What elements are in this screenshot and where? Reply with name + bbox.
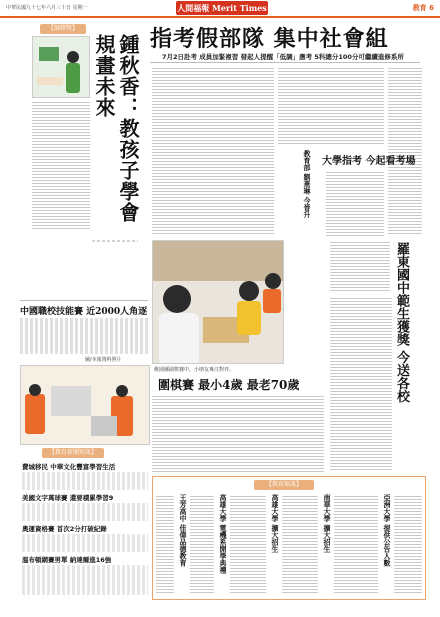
- teacher-feature-tag: 【師鐸獎】: [40, 24, 86, 34]
- main-headline: 指考假部隊 集中社會組: [150, 26, 389, 52]
- date-line: 中華民國九十七年六月三十日 星期一: [6, 5, 88, 11]
- bottom-story-body-text: [230, 494, 266, 594]
- bottom-story-body-text: [394, 494, 422, 594]
- right-story-body-text: [330, 240, 390, 292]
- brief-title: 溫布頓網賽男單 納達爾進16強: [22, 556, 112, 564]
- brief-title: 費城移民 中華文化豐富學習生活: [22, 463, 116, 471]
- right-story-body-text: [330, 296, 392, 472]
- skills-photo: [20, 365, 150, 445]
- brief-body-text: [22, 534, 148, 552]
- main-story-body-text: [152, 66, 274, 236]
- bottom-story-headline: 南華大學 擴大招生: [323, 494, 332, 553]
- go-story-headline: 圍棋賽 最小4歲 最老70歲: [158, 378, 300, 392]
- main-story-body-text: [326, 170, 384, 236]
- go-story-body-text: [152, 394, 324, 472]
- bottom-story-body-text: [190, 494, 214, 594]
- brief-title: 奧運資格賽 首次2分打破紀錄: [22, 525, 107, 533]
- masthead: [0, 0, 440, 18]
- bottom-story-headline: 亞洲大學 提供公告人數: [383, 494, 392, 567]
- bottom-story-body-text: [156, 494, 174, 594]
- right-story-headline: 羅東國中範生獲獎 今送各校: [394, 242, 409, 403]
- newspaper-logo: 人間福報 Merit Times: [177, 3, 267, 13]
- skills-story-headline: 中國職校技能賽 近2000人角逐: [20, 307, 148, 317]
- skills-story-body-text: [20, 318, 148, 354]
- teacher-feature-headline: 鍾秋香：教孩子學會規畫未來: [92, 34, 140, 223]
- skills-photo-caption: 圖/本報資料照片: [85, 357, 122, 363]
- brief-body-text: [22, 565, 148, 595]
- brief-body-text: [22, 472, 148, 490]
- teacher-feature-body-text: [32, 100, 90, 230]
- bottom-story-body-text: [334, 494, 378, 594]
- byline: 教育部 劉燕琳 今晉升: [303, 150, 312, 218]
- separator: [150, 62, 420, 63]
- teacher-feature-byline: [92, 240, 138, 242]
- go-game-photo: [152, 240, 284, 364]
- bottom-stories-tag: 【教育短訊】: [254, 480, 314, 490]
- bottom-story-headline: 高雄大學 擴大招生: [271, 494, 280, 553]
- section-label: 教育 6: [412, 4, 434, 12]
- side-headline: 大學指考 今起看考場: [322, 156, 416, 167]
- main-story-body-text: [278, 66, 384, 146]
- brief-title: 美國文字萬球賽 還要積累學習9: [22, 494, 114, 502]
- briefs-tag: 【教育新聞短訊】: [42, 448, 104, 458]
- bottom-story-body-text: [282, 494, 318, 594]
- bottom-story-headline: 高雄大學 電機系開學典禮: [219, 494, 228, 574]
- brief-body-text: [22, 503, 148, 521]
- main-subheadline: 7月2日赴考 成員加緊複習 發起人提醒「低調」應考 5科總分100分可繼續進修系所: [162, 53, 404, 61]
- bottom-story-headline: 王芳高中 佳偉品德教育: [179, 494, 188, 567]
- teacher-photo: [32, 36, 90, 98]
- separator: [20, 300, 148, 301]
- go-photo-caption: 桃園縣圍棋賽中，小朋友專注對弈。: [154, 367, 235, 373]
- main-story-body-text: [388, 66, 422, 236]
